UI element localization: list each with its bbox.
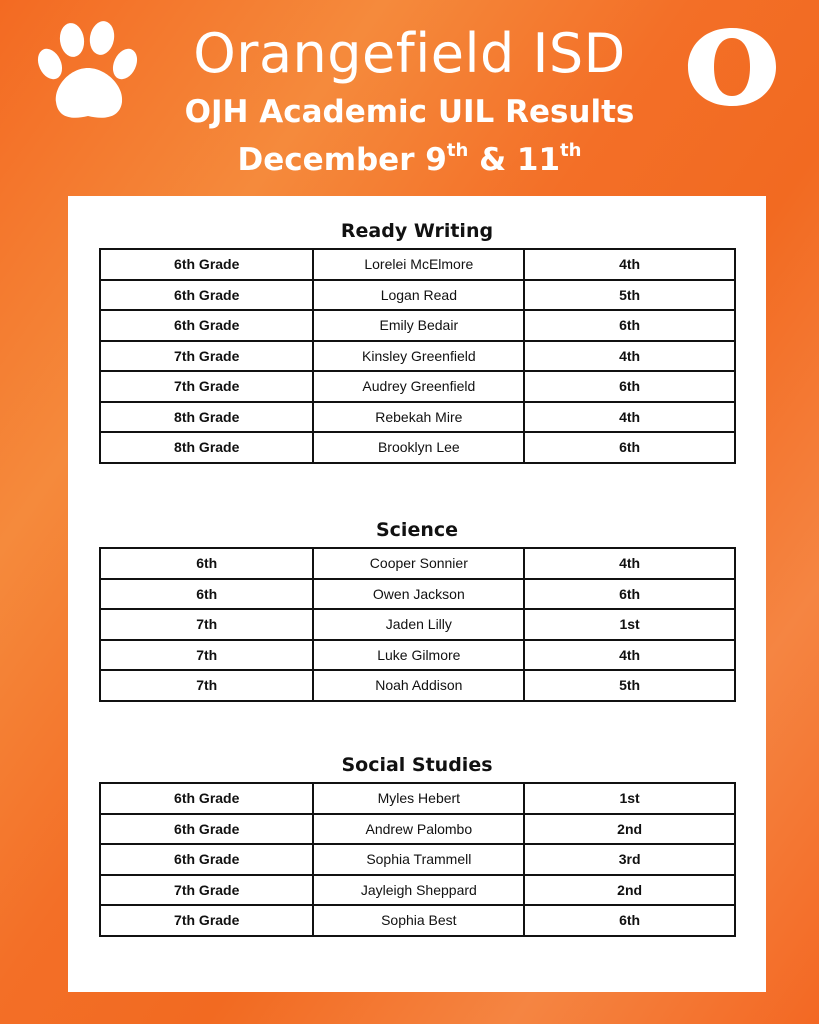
section-title-ready-writing: Ready Writing — [340, 220, 494, 242]
event-title: OJH Academic UIL Results — [184, 94, 635, 130]
table-row: 7th Grade Kinsley Greenfield 4th — [100, 341, 735, 372]
science-table — [99, 547, 736, 702]
table-row: 7th Grade Jayleigh Sheppard 2nd — [100, 875, 735, 906]
section-title-science: Science — [375, 519, 459, 541]
table-row: 7th Grade Audrey Greenfield 6th — [100, 371, 735, 402]
table-row: 6th Grade Emily Bedair 6th — [100, 310, 735, 341]
table-row: 7th Grade Sophia Best 6th — [100, 905, 735, 936]
table-row: 6th Grade Andrew Palombo 2nd — [100, 814, 735, 845]
table-row: 7th Luke Gilmore 4th — [100, 640, 735, 671]
table-row: 6th Grade Myles Hebert 1st — [100, 783, 735, 814]
table-row: 6th Grade Lorelei McElmore 4th — [100, 249, 735, 280]
district-title: Orangefield ISD — [193, 22, 626, 85]
table-row: 6th Grade Sophia Trammell 3rd — [100, 844, 735, 875]
results-card — [68, 196, 766, 992]
social-studies-table — [99, 782, 736, 937]
table-row: 7th Noah Addison 5th — [100, 670, 735, 701]
table-row: 8th Grade Rebekah Mire 4th — [100, 402, 735, 433]
table-row: 7th Jaden Lilly 1st — [100, 609, 735, 640]
table-row: 6th Owen Jackson 6th — [100, 579, 735, 610]
table-row: 6th Cooper Sonnier 4th — [100, 548, 735, 579]
ready-writing-table — [99, 248, 736, 464]
table-row: 6th Grade Logan Read 5th — [100, 280, 735, 311]
section-title-social-studies: Social Studies — [341, 754, 493, 776]
table-row: 8th Grade Brooklyn Lee 6th — [100, 432, 735, 463]
event-date: December 9th & 11th — [237, 140, 582, 178]
